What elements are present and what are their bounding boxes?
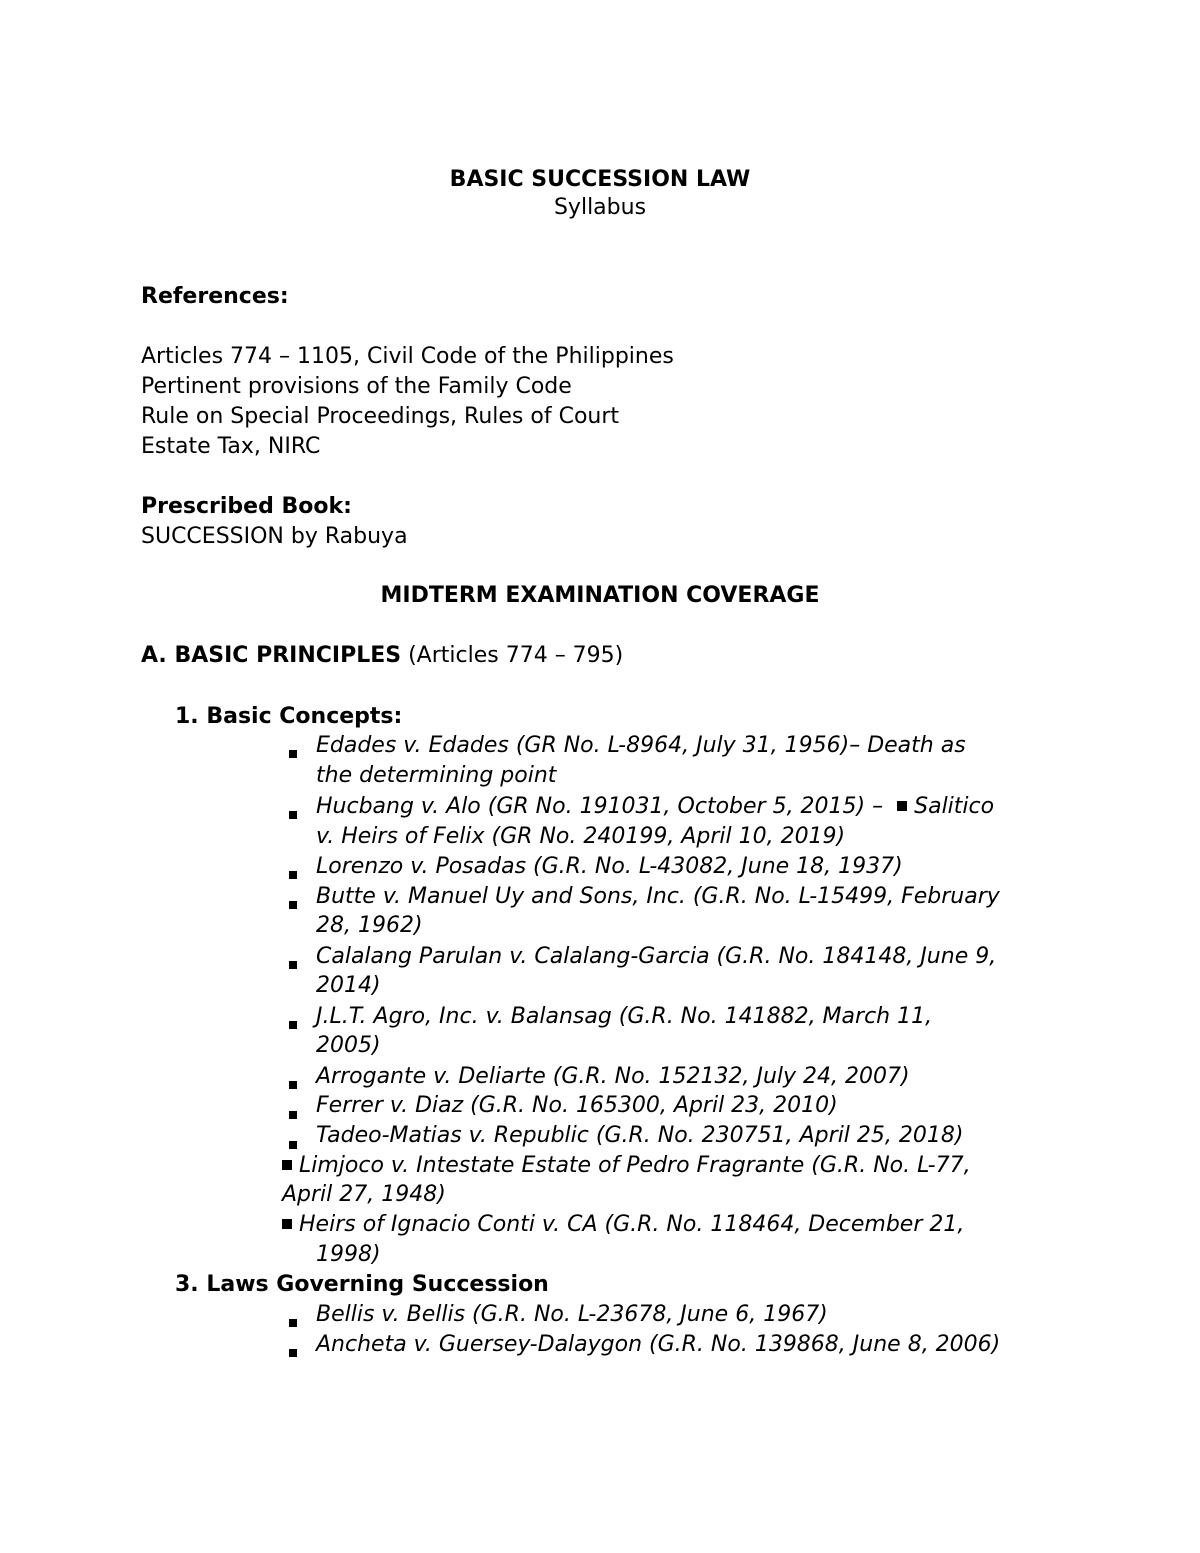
case-item: Arrogante v. Deliarte (G.R. No. 152132, July 24, 2007) [316, 1064, 910, 1089]
bullet-icon [289, 1073, 297, 1098]
section-a-label: A. BASIC PRINCIPLES [141, 643, 402, 668]
bullet-icon [289, 953, 297, 978]
reference-item: Estate Tax, NIRC [141, 434, 321, 459]
bullet-icon [282, 1160, 292, 1170]
case-item: Lorenzo v. Posadas (G.R. No. L-43082, June 18, 1937) [316, 854, 903, 879]
references-heading: References: [141, 284, 289, 309]
book-heading: Prescribed Book: [141, 494, 352, 519]
case-text: Salitico [914, 794, 995, 819]
case-item: Ancheta v. Guersey-Dalaygon (G.R. No. 139868, June 8, 2006) [316, 1332, 1001, 1357]
reference-item: Articles 774 – 1105, Civil Code of the Philippines [141, 344, 674, 369]
subsection-basic-concepts: 1. Basic Concepts: [175, 704, 403, 729]
bullet-icon [289, 1311, 297, 1336]
case-item [282, 1210, 964, 1240]
case-item [316, 792, 994, 822]
bullet-icon [289, 893, 297, 918]
case-item-continued: 2014) [316, 973, 381, 998]
case-item-continued: 1998) [316, 1242, 381, 1267]
subsection-laws-governing: 3. Laws Governing Succession [175, 1272, 549, 1297]
bullet-icon [289, 1103, 297, 1128]
case-text: Heirs of Ignacio Conti v. CA (G.R. No. 118464, December 21, [299, 1212, 965, 1237]
bullet-icon [289, 803, 297, 828]
bullet-icon [282, 1219, 292, 1229]
case-item: Bellis v. Bellis (G.R. No. L-23678, June 6, 1967) [316, 1302, 828, 1327]
bullet-icon [289, 742, 297, 767]
case-item [282, 1151, 971, 1181]
case-item-continued: v. Heirs of Felix (GR No. 240199, April 10, 2019) [316, 824, 846, 849]
section-a-articles: (Articles 774 – 795) [408, 643, 624, 668]
doc-subtitle: Syllabus [553, 195, 647, 220]
bullet-icon [897, 801, 907, 811]
case-item: J.L.T. Agro, Inc. v. Balansag (G.R. No. 141882, March 11, [316, 1004, 933, 1029]
case-item-continued: April 27, 1948) [282, 1182, 446, 1207]
case-text: Hucbang v. Alo (GR No. 191031, October 5, 2015) – [316, 794, 884, 819]
bullet-icon [289, 1013, 297, 1038]
bullet-icon [289, 1341, 297, 1366]
bullet-icon [289, 863, 297, 888]
case-item: Tadeo-Matias v. Republic (G.R. No. 230751, April 25, 2018) [316, 1123, 964, 1148]
case-item: Ferrer v. Diaz (G.R. No. 165300, April 23, 2010) [316, 1093, 838, 1118]
book-title: SUCCESSION by Rabuya [141, 524, 408, 549]
case-item: Edades v. Edades (GR No. L-8964, July 31, 1956)– Death as [316, 733, 966, 758]
case-item-continued: 28, 1962) [316, 913, 423, 938]
case-item-continued: the determining point [316, 763, 557, 788]
case-text: Limjoco v. Intestate Estate of Pedro Fragrante (G.R. No. L-77, [299, 1153, 971, 1178]
section-a-heading [141, 641, 623, 671]
case-item-continued: 2005) [316, 1033, 381, 1058]
case-item: Calalang Parulan v. Calalang-Garcia (G.R. No. 184148, June 9, [316, 944, 997, 969]
doc-title: BASIC SUCCESSION LAW [449, 167, 751, 192]
reference-item: Pertinent provisions of the Family Code [141, 374, 572, 399]
case-item: Butte v. Manuel Uy and Sons, Inc. (G.R. No. L-15499, February [316, 884, 1000, 909]
midterm-heading: MIDTERM EXAMINATION COVERAGE [380, 583, 820, 608]
reference-item: Rule on Special Proceedings, Rules of Court [141, 404, 620, 429]
